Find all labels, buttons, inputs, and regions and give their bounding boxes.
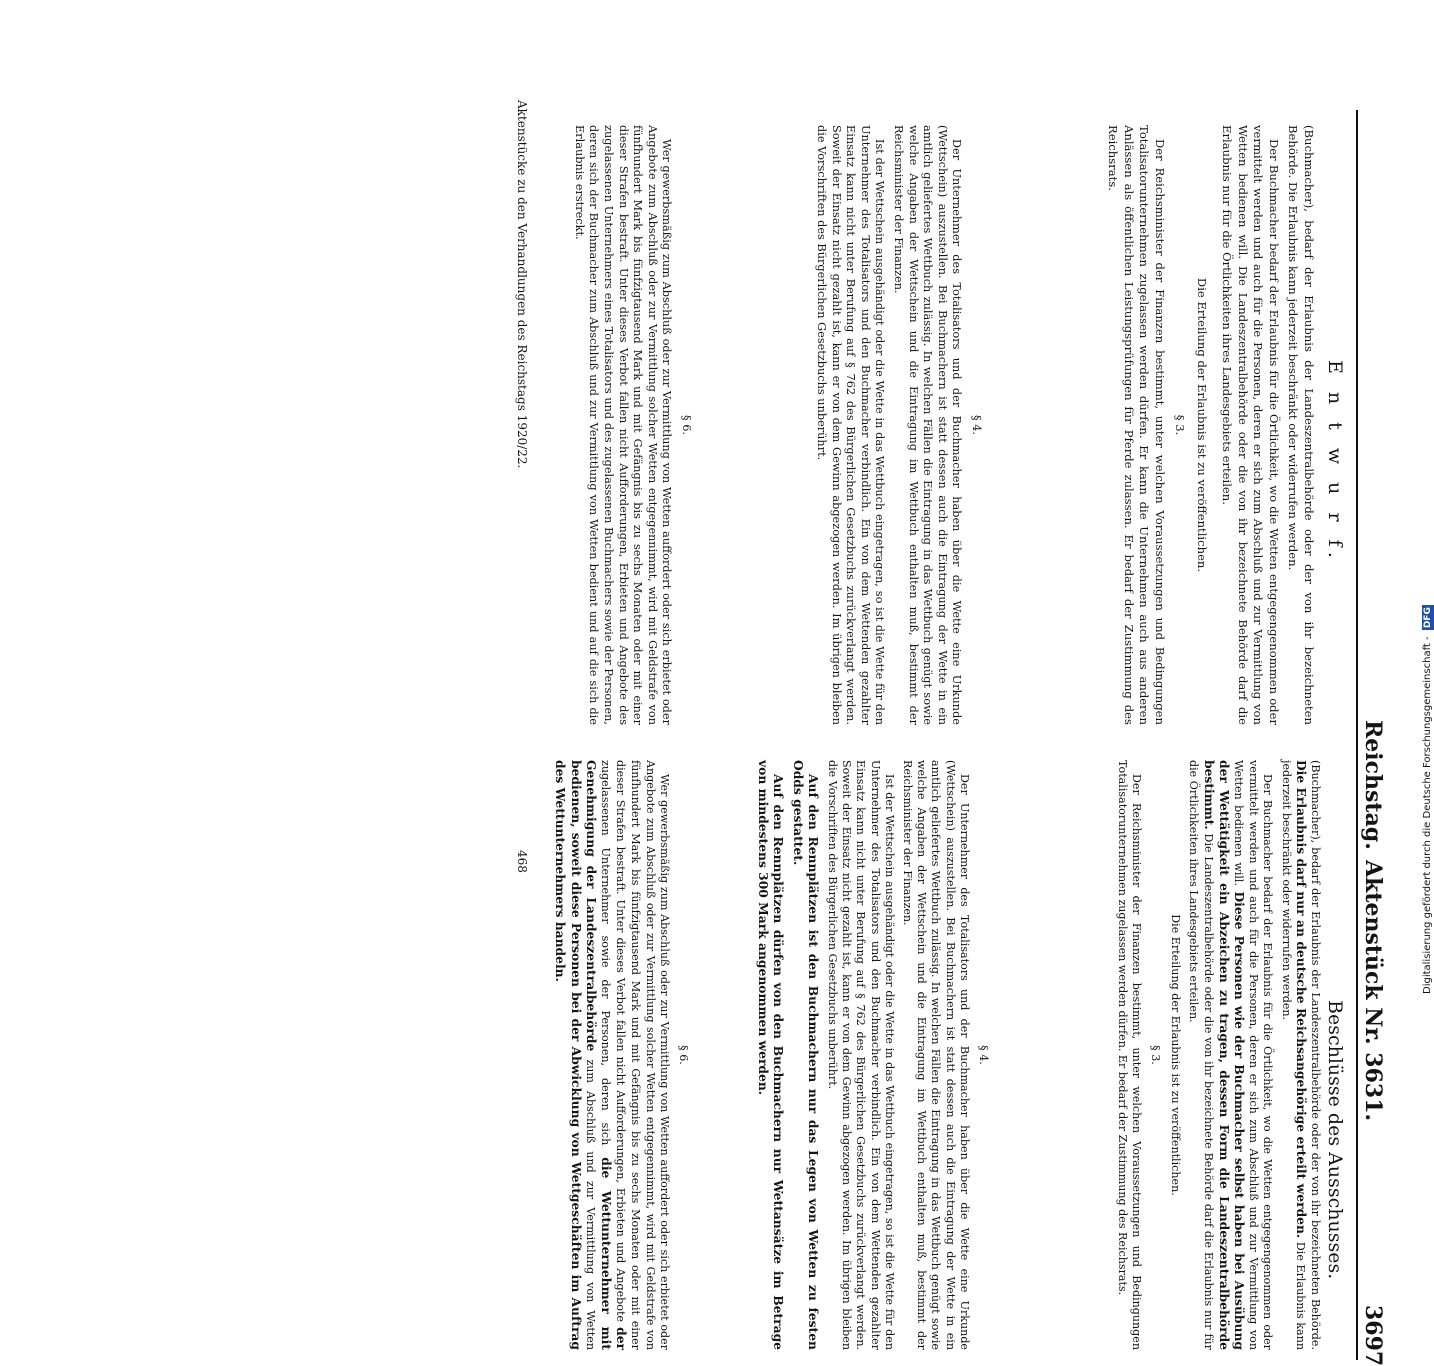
section-heading: § 3.	[1173, 414, 1188, 436]
draft-column-2	[744, 125, 989, 725]
resolution-bold-paragraph: Auf den Rennplätzen ist den Buchmachern nur das Legen von Wetten zu festen Odds gestattet.	[790, 760, 821, 1350]
resolutions-column-3	[551, 760, 696, 1350]
resolution-paragraph: Der Reichsminister der Finanzen bestimmt, unter welchen Voraussetzungen und Bedingungen Totalisatorunternehmen zugelassen werden dürfen. Er bedarf der Zustimmung des Reichsrats.	[1115, 760, 1143, 1350]
resolution-paragraph: Die Erteilung der Erlaubnis ist zu veröffentlichen.	[1169, 914, 1183, 1196]
resolution-text: (Buchmacher), bedarf der Erlaubnis der Landeszentralbehörde oder der von ihr bezeichneten Behörde.	[1309, 760, 1322, 1350]
draft-column-1	[1011, 125, 1316, 725]
resolution-paragraph: Der Unternehmer des Totalisators und der Buchmacher haben über die Wette eine Urkunde (Wettschein) auszustellen. Bei Buchmachern ist statt dessen auch die Eintragung der Wette in ein amtlich geliefertes Wettbuch zulässig. In welchen Fällen die Eintragung in das Wettbuch genügt sowie welche Angaben der Wettschein und die Eintragung im Wettbuch enthalten muß, bestimmt der Reichsminister der Finanzen.	[900, 760, 971, 1350]
resolutions-title: Beschlüsse des Ausschusses.	[1324, 1000, 1346, 1280]
resolution-text: Die Landeszentralbehörde oder die von ihr bezeichnete Behörde darf die Erlaubnis nur für die Örtlichkeiten ihres Landesgebiets erteilen.	[1187, 760, 1215, 1351]
resolution-text: zum Abschluß und zur Vermittlung von Wetten	[583, 1059, 597, 1351]
header-rule	[1356, 110, 1358, 1360]
page-number: 3697	[1360, 1305, 1386, 1366]
resolution-text: Wer gewerbsmäßig zum Abschluß oder zur Vermittlung von Wetten auffordert oder sich erbietet oder Angebote zum Abschluß oder zur Vermittlung solcher Wetten entgegennimmt, wird mit Geldstrafe von fünfhundert Mark bis fünfzigtausend Mark und mit Gefängnis bis zu sechs Monaten oder mit einer dieser Strafen bestraft. Unter dieses Verbot fallen nicht Aufforderungen, Erbieten und Angebote	[614, 760, 671, 1350]
draft-paragraph: Wer gewerbsmäßig zum Abschluß oder zur Vermittlung von Wetten auffordert oder sich erbietet oder Angebote zum Abschluß oder zur Vermittlung solcher Wetten entgegennimmt, wird mit Geldstrafe von fünfhundert Mark bis fünfzigtausend Mark und mit Gefängnis bis zu sechs Monaten oder mit einer dieser Strafen bestraft. Unter dieses Verbot fallen nicht Aufforderungen, Erbieten und Angebote des zugelassenen Unternehmers eines Totalisators und des zugelassenen Buchmachers sowie der Personen, deren sich der Buchmacher zum Abschluß und zur Vermittlung von Wetten bedient und auf die sich die Erlaubnis erstreckt.	[572, 125, 674, 725]
resolution-bold-text: der	[614, 1327, 630, 1350]
footer-page-number: 468	[515, 850, 529, 873]
resolution-text: zugelassenen Unternehmer sowie der Personen, deren sich	[598, 760, 612, 1146]
credit-sidebar	[1421, 0, 1434, 1000]
draft-column-3	[529, 125, 699, 725]
draft-paragraph: Ist der Wettschein ausgehändigt oder die Wette in das Wettbuch eingetragen, so ist die Wette für den Unternehmer des Totalisators und den Buchmacher verbindlich. Ein von dem Wettenden gezahlter Einsatz kann nicht unter Berufung auf § 762 des Bürgerlichen Gesetzbuchs zurückverlangt werden. Soweit der Einsatz nicht gezahlt ist, kann er von dem Gewinn abgezogen werden. Im übrigen bleiben die Vorschriften des Bürgerlichen Gesetzbuchs unberührt.	[815, 125, 887, 725]
resolution-bold-text: die Wettunternehmer mit Genehmigung der Landeszentralbehörde	[583, 760, 614, 1350]
resolutions-column-1	[1002, 760, 1322, 1350]
dfg-logo: DFG	[1423, 607, 1433, 629]
resolution-paragraph	[1278, 760, 1322, 1350]
resolution-text: Der Buchmacher bedarf der Erlaubnis für die Örtlichkeit, wo die Wetten entgegengenommen oder vermittelt werden und auch für die Personen, deren er sich zum Abschluß und zur Vermittlung von Wetten bedienen will.	[1231, 760, 1275, 1350]
draft-paragraph: Der Buchmacher bedarf der Erlaubnis für die Örtlichkeit, wo die Wetten entgegengenommen oder vermittelt werden und auch für die Personen, deren er sich zum Abschluß und zur Vermittlung von Wetten bedienen will. Die Landeszentralbehörde oder die von ihr bezeichnete Behörde darf die Erlaubnis nur für die Örtlichkeiten ihres Landesgebiets erteilen.	[1220, 125, 1281, 725]
resolution-bold-paragraph: Auf den Rennplätzen dürfen von den Buchmachern nur Wettansätze im Betrage von mindestens 300 Mark angenommen werden.	[756, 760, 787, 1350]
resolution-paragraph	[1186, 760, 1274, 1350]
draft-paragraph: Der Reichsminister der Finanzen bestimmt, unter welchen Voraussetzungen und Bedingungen Totalisatorunternehmen zugelassen werden dürfen. Er kann die Unternehmen auch aus anderen Anlässen als öffentlichen Leistungsprüfungen für Pferde zulassen. Er bedarf der Zustimmung des Reichsrats.	[1106, 125, 1167, 725]
draft-title: E n t w u r f.	[1324, 360, 1346, 564]
section-heading: § 4.	[970, 414, 983, 436]
draft-paragraph: Der Unternehmer des Totalisators und der Buchmacher haben über die Wette eine Urkunde (Wettschein) auszustellen. Bei Buchmachern ist statt dessen auch die Eintragung der Wette in ein amtlich geliefertes Wettbuch zulässig. In welchen Fällen die Eintragung in das Wettbuch genügt sowie welche Angaben der Wettschein und die Eintragung im Wettbuch enthalten muß, bestimmt der Reichsminister der Finanzen.	[892, 125, 964, 725]
draft-paragraph: (Buchmacher), bedarf der Erlaubnis der Landeszentralbehörde oder der von ihr bezeichneten Behörde. Die Erlaubnis kann jederzeit beschränkt oder widerrufen werden.	[1286, 125, 1316, 725]
section-heading: § 4.	[977, 1045, 990, 1065]
resolution-text: Die Erlaubnis kann jederzeit beschränkt oder widerrufen werden.	[1279, 760, 1307, 1350]
resolutions-column-2	[701, 760, 996, 1350]
credit-text-container	[1421, 0, 1434, 1000]
header-aktenstueck: Aktenstück Nr. 3631.	[1360, 860, 1386, 1122]
resolution-paragraph	[552, 760, 671, 1350]
resolution-bold-text: Die Erlaubnis darf nur an deutsche Reichsangehörige erteilt werden.	[1293, 760, 1309, 1239]
section-heading: § 6.	[680, 414, 693, 436]
footer-source: Aktenstücke zu den Verhandlungen des Reichstags 1920/22.	[515, 100, 529, 469]
draft-paragraph: Die Erteilung der Erlaubnis ist zu veröffentlichen.	[1195, 277, 1209, 573]
section-heading: § 3.	[1148, 1045, 1162, 1065]
resolution-bold-text: Diese Personen wie der Buchmacher selbst haben bei Ausübung der Wettätigkeit ein Abzeichen zu tragen, dessen Form die Landeszentralbehörde bestimmt.	[1201, 760, 1247, 1350]
credit-text: Digitalisierung gefördert durch die Deutsche Forschungsgemeinschaft -	[1422, 636, 1433, 994]
section-heading: § 6.	[677, 1045, 690, 1065]
resolution-bold-text: bedienen, soweit diese Personen bei der Abwicklung von Wettgeschäften im Auftrag des Wettunternehmers handeln.	[553, 760, 584, 1350]
header-reichstag: Reichstag.	[1360, 720, 1386, 850]
resolution-paragraph: Ist der Wettschein ausgehändigt oder die Wette in das Wettbuch eingetragen, so ist die Wette für den Unternehmer des Totalisators und den Buchmacher verbindlich. Ein von dem Wettenden gezahlter Einsatz kann nicht unter Berufung auf § 762 des Bürgerlichen Gesetzbuchs zurückverlangt werden. Soweit der Einsatz nicht gezahlt ist, kann er von dem Gewinn abgezogen werden. Im übrigen bleiben die Vorschriften des Bürgerlichen Gesetzbuchs unberührt.	[825, 760, 896, 1350]
